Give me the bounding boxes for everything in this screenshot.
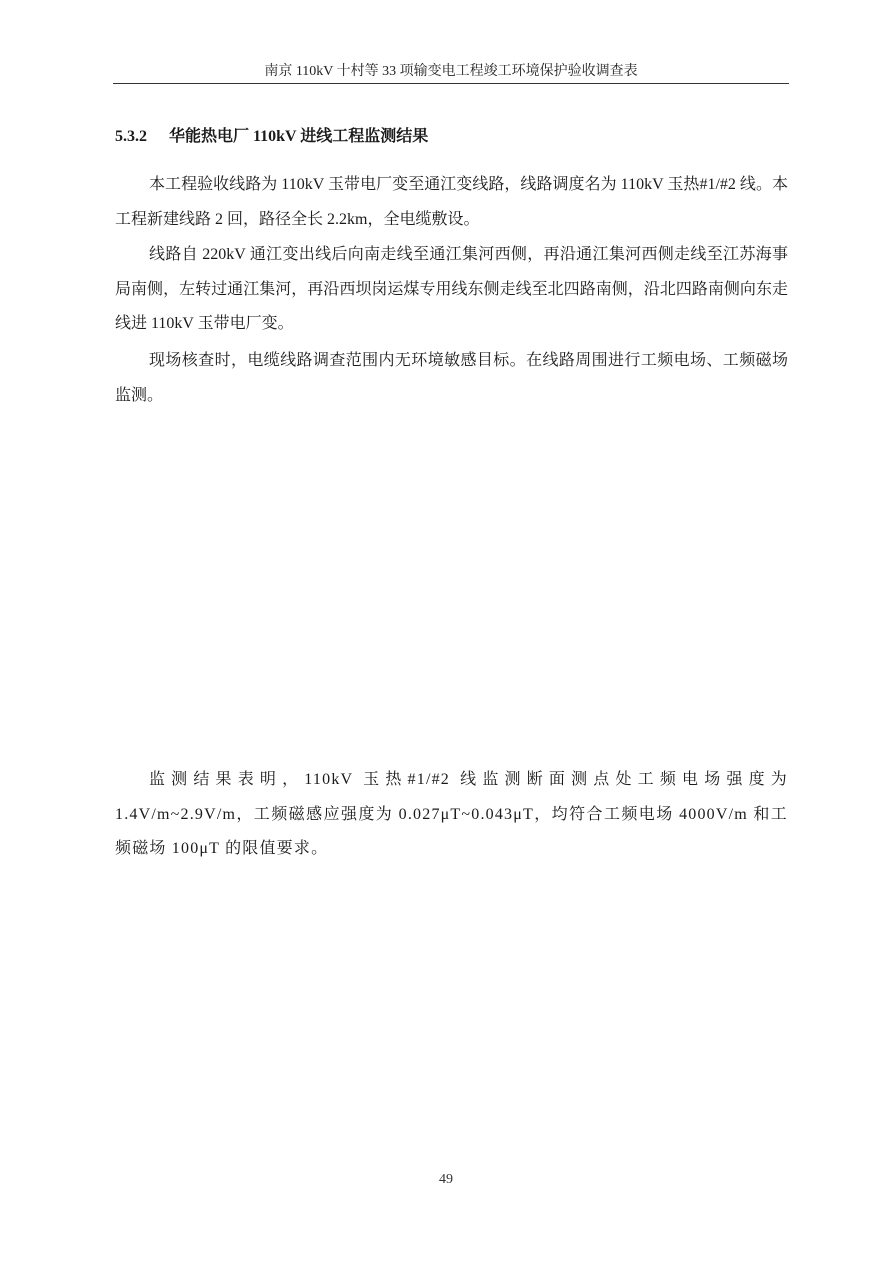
paragraph-route-path: 线路自 220kV 通江变出线后向南走线至通江集河西侧，再沿通江集河西侧走线至江苏海事局南侧，左转过通江集河，再沿西坝岗运煤专用线东侧走线至北四路南侧，沿北四路南侧向东走线进 110kV 玉带电厂变。 <box>115 246 788 333</box>
paragraph-route-overview: 本工程验收线路为 110kV 玉带电厂变至通江变线路，线路调度名为 110kV 玉热#1/#2 线。本工程新建线路 2 回，路径全长 2.2km，全电缆敷设。 <box>115 176 788 228</box>
paragraph-monitoring-results: 监测结果表明，110kV 玉热#1/#2 线监测断面测点处工频电场强度为 1.4V/m~2.9V/m，工频磁感应强度为 0.027μT~0.043μT，均符合工频电场 4000V/m 和工频磁场 100μT 的限值要求。 <box>115 771 788 858</box>
section-heading <box>115 126 428 148</box>
section-number: 5.3.2 <box>115 128 147 145</box>
section-title: 华能热电厂 110kV 进线工程监测结果 <box>169 128 429 145</box>
page-header: 南京 110kV 十村等 33 项输变电工程竣工环境保护验收调查表 <box>264 64 638 79</box>
paragraph-site-check: 现场核查时，电缆线路调查范围内无环境敏感目标。在线路周围进行工频电场、工频磁场监测。 <box>115 352 788 404</box>
header-divider <box>113 83 789 84</box>
page-number: 49 <box>439 1172 453 1187</box>
